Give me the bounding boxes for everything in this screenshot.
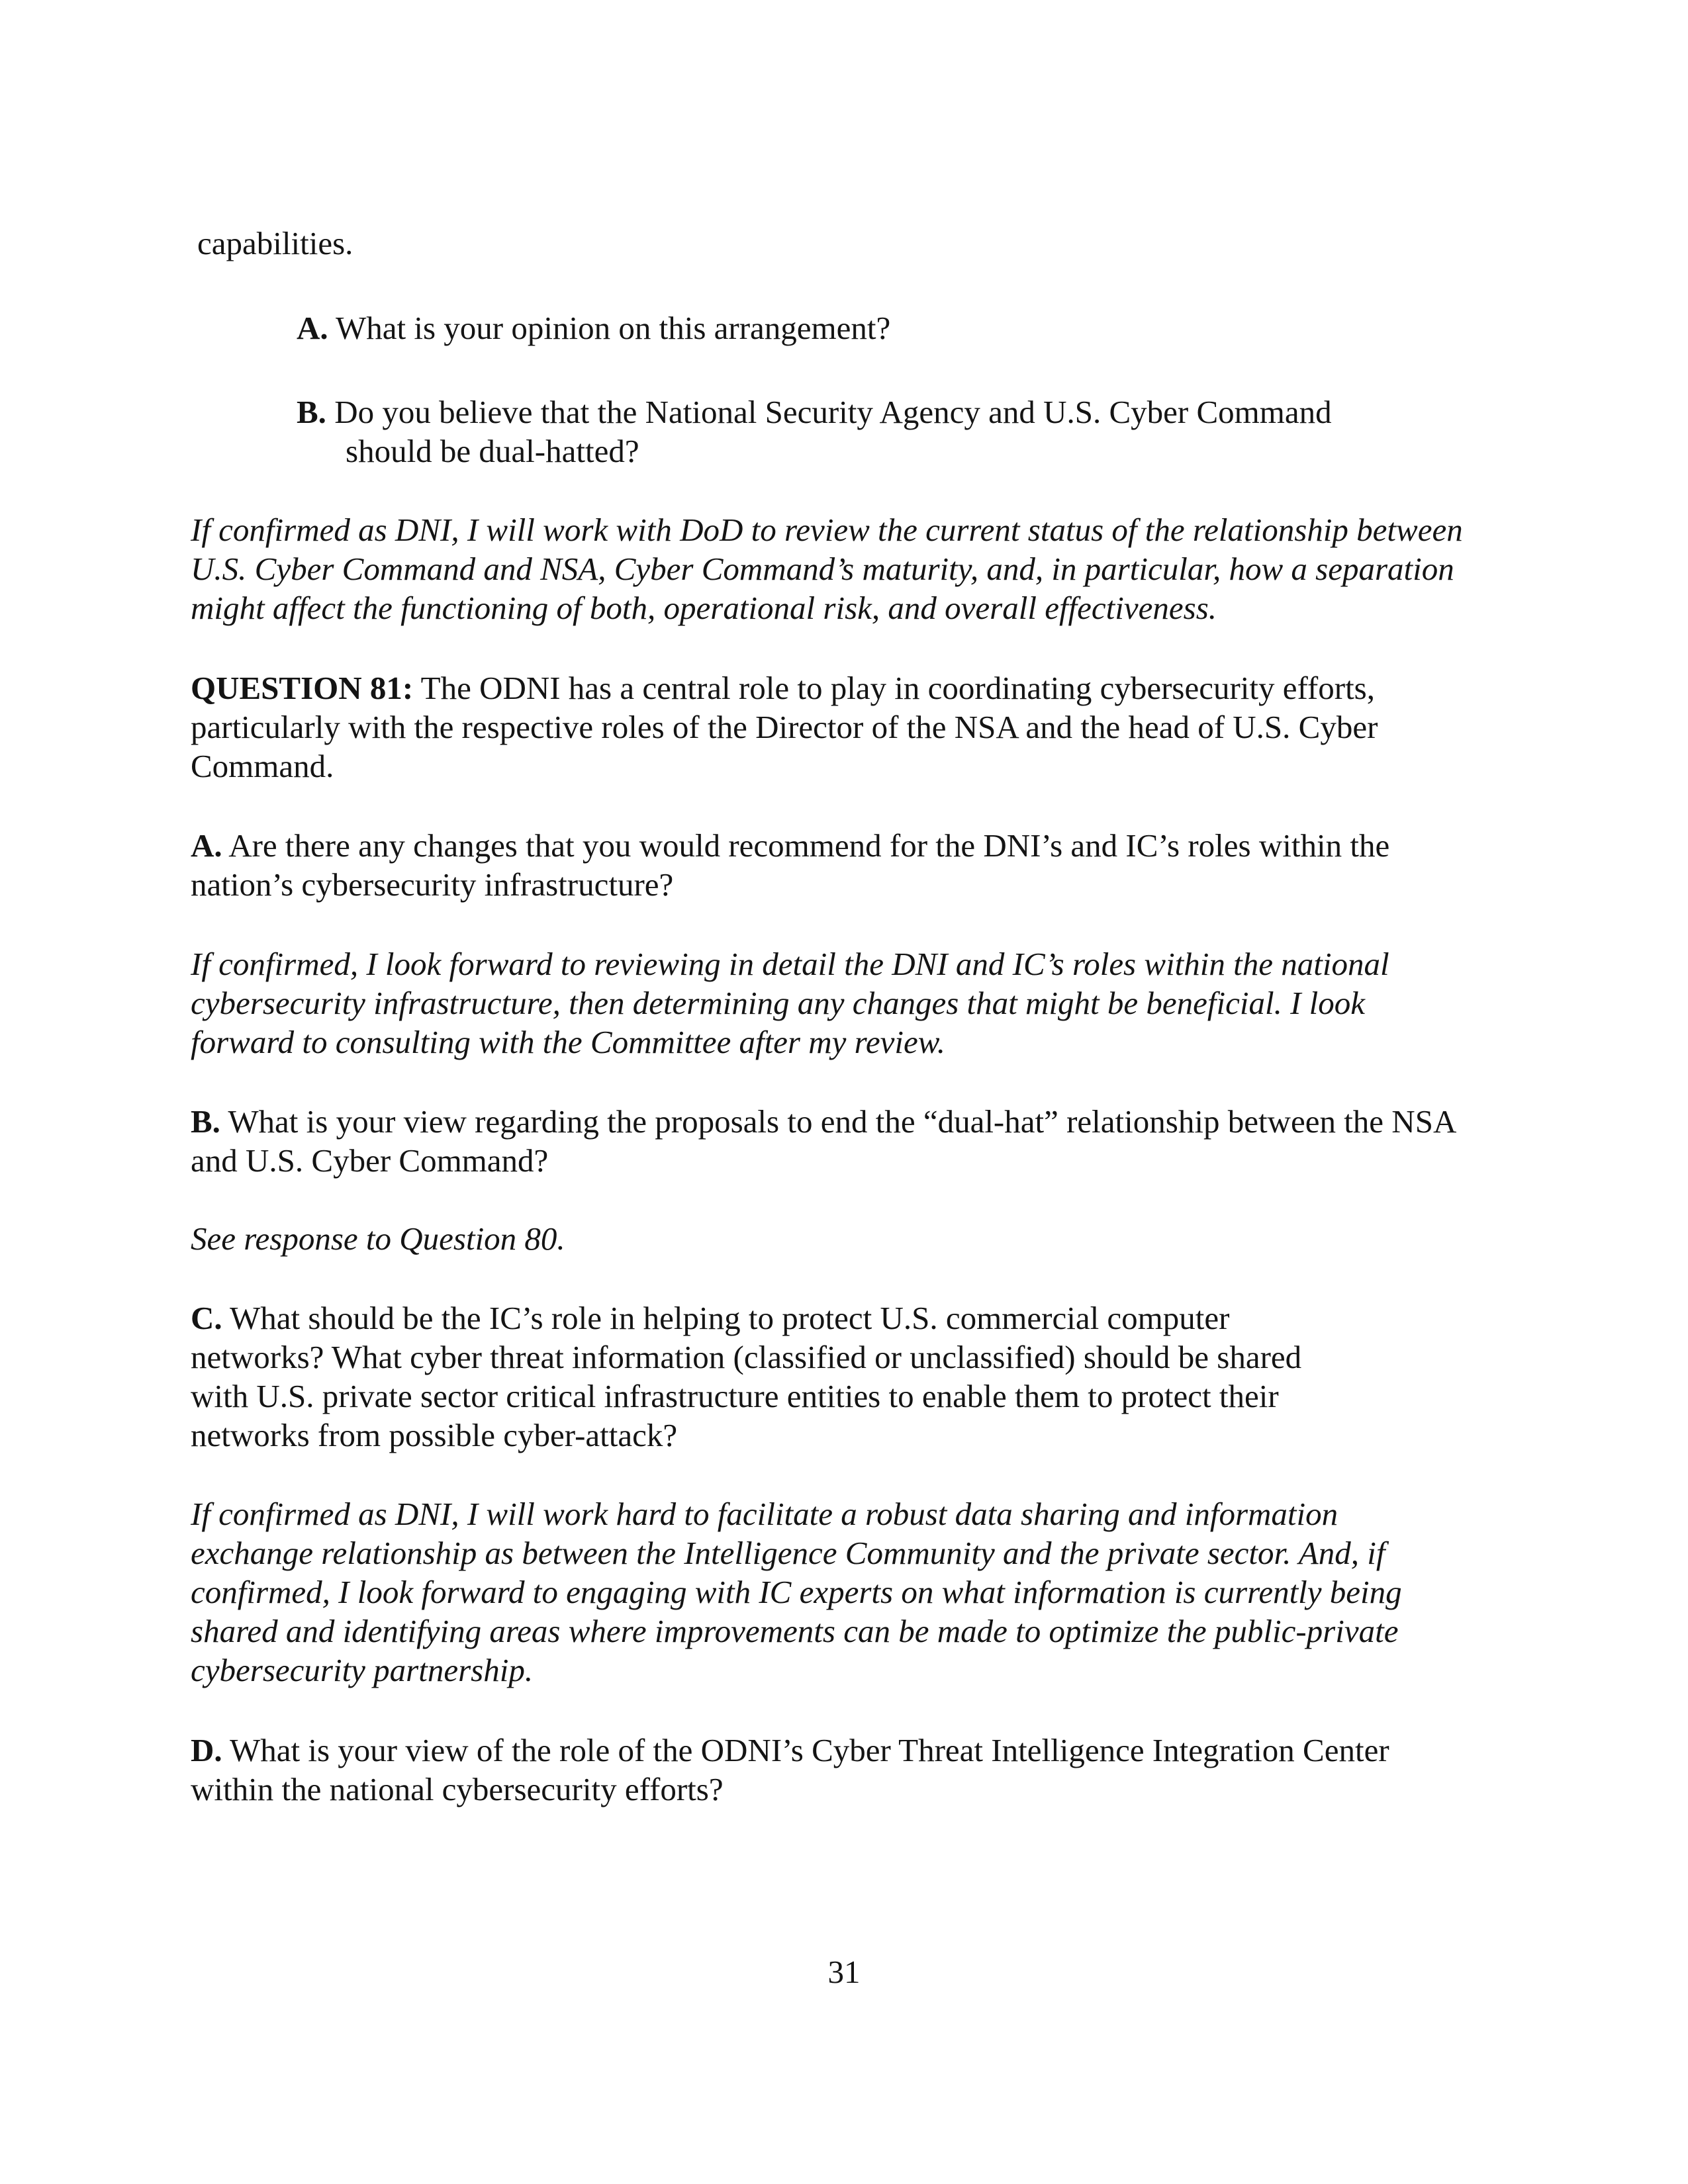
question-line: particularly with the respective roles of the Director of the NSA and the head of U.S. Cyber	[191, 709, 1378, 745]
part-d-line	[191, 1731, 1508, 1770]
part-a-line	[191, 826, 1508, 865]
prev-part-b-line-2: should be dual-hatted?	[346, 433, 639, 469]
answer-line: shared and identifying areas where improvements can be made to optimize the public-private	[191, 1613, 1399, 1649]
answer-line: might affect the functioning of both, operational risk, and overall effectiveness.	[191, 590, 1217, 626]
prev-question-answer	[191, 510, 1508, 627]
part-c-answer	[191, 1494, 1508, 1690]
answer-line: See response to Question 80.	[191, 1220, 565, 1257]
answer-line: cybersecurity partnership.	[191, 1652, 534, 1688]
part-a-line: nation’s cybersecurity infrastructure?	[191, 866, 674, 903]
answer-line: If confirmed as DNI, I will work hard to facilitate a robust data sharing and information	[191, 1496, 1338, 1532]
part-c-line: networks? What cyber threat information (classified or unclassified) should be shared	[191, 1339, 1302, 1375]
question-line	[191, 668, 1508, 707]
prev-part-b-text-1: Do you believe that the National Security Agency and U.S. Cyber Command	[334, 394, 1332, 430]
part-d-label: D.	[191, 1732, 222, 1768]
part-b-label: B.	[191, 1103, 220, 1140]
answer-line: exchange relationship as between the Intelligence Community and the private sector. And, if	[191, 1535, 1385, 1571]
part-a-label: A.	[191, 827, 222, 864]
answer-line: U.S. Cyber Command and NSA, Cyber Command’s maturity, and, in particular, how a separation	[191, 551, 1454, 587]
question-81-part-d	[191, 1731, 1508, 1809]
part-a-text-1: Are there any changes that you would recommend for the DNI’s and IC’s roles within the	[228, 827, 1390, 864]
continuation-text	[197, 224, 1515, 263]
answer-line: If confirmed as DNI, I will work with DoD to review the current status of the relationship between	[191, 512, 1463, 548]
part-d-text-1: What is your view of the role of the ODNI’s Cyber Threat Intelligence Integration Center	[230, 1732, 1389, 1768]
answer-line: forward to consulting with the Committee after my review.	[191, 1024, 946, 1060]
part-b-line	[191, 1102, 1508, 1141]
part-a-answer	[191, 944, 1508, 1062]
answer-line: If confirmed, I look forward to reviewing in detail the DNI and IC’s roles within the national	[191, 946, 1389, 982]
part-b-text-1: What is your view regarding the proposals to end the “dual-hat” relationship between the NSA	[228, 1103, 1457, 1140]
part-d-line: within the national cybersecurity efforts?	[191, 1771, 724, 1807]
prev-part-a-line	[297, 308, 1614, 347]
prev-question-part-a	[297, 308, 1614, 347]
answer-line: cybersecurity infrastructure, then determining any changes that might be beneficial. I look	[191, 985, 1366, 1021]
question-81	[191, 668, 1508, 786]
prev-part-b-line-1	[297, 392, 1614, 432]
part-c-line: networks from possible cyber-attack?	[191, 1417, 678, 1453]
question-line: Command.	[191, 748, 334, 784]
part-b-line: and U.S. Cyber Command?	[191, 1142, 549, 1179]
continuation-line: capabilities.	[197, 225, 353, 261]
part-c-label: C.	[191, 1300, 222, 1336]
part-c-line: with U.S. private sector critical infrastructure entities to enable them to protect their	[191, 1378, 1279, 1414]
question-81-part-a	[191, 826, 1508, 904]
question-81-part-c	[191, 1298, 1508, 1455]
part-c-line	[191, 1298, 1508, 1338]
question-text-1: The ODNI has a central role to play in coordinating cybersecurity efforts,	[420, 670, 1376, 706]
prev-question-part-b	[297, 392, 1614, 471]
question-81-part-b	[191, 1102, 1508, 1180]
question-label: QUESTION 81:	[191, 670, 414, 706]
prev-part-a-text: What is your opinion on this arrangement?	[336, 310, 891, 346]
part-c-text-1: What should be the IC’s role in helping to protect U.S. commercial computer	[230, 1300, 1230, 1336]
answer-line: confirmed, I look forward to engaging with IC experts on what information is currently being	[191, 1574, 1402, 1610]
prev-part-a-label: A.	[297, 310, 328, 346]
prev-part-b-label: B.	[297, 394, 326, 430]
part-b-answer	[191, 1219, 1508, 1258]
page-number: 31	[827, 1954, 861, 1990]
